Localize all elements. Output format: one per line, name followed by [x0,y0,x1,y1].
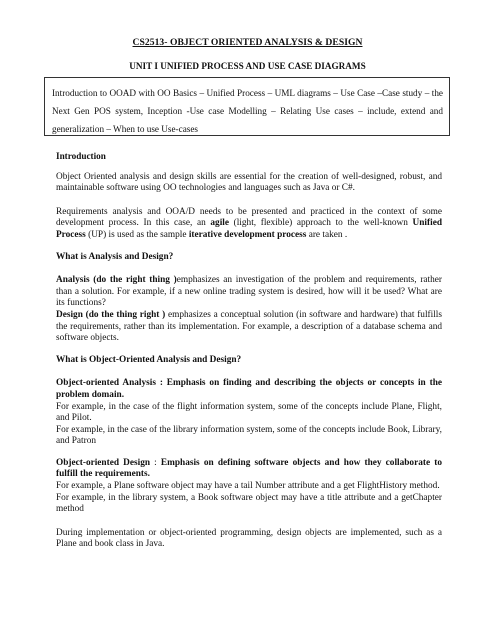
implementation-paragraph: During implementation or object-oriented programming, design objects are implemented, such as a Plane and book class in Java. [56,527,442,550]
ooa-example-2: For example, in the case of the library information system, some of the concepts include Book, Library, and Patron [56,424,442,447]
analysis-paragraph: Analysis (do the right thing )emphasizes an investigation of the problem and requirements, rather than a solution. For example, if a new online trading system is desired, how will it be used? What are its functions? [56,275,442,309]
unit-title: UNIT I UNIFIED PROCESS AND USE CASE DIAGRAMS [129,61,366,71]
ood-example-1: For example, a Plane software object may have a tail Number attribute and a get FlightHistory method. [56,481,440,492]
ood-heading: Object-oriented Design : Emphasis on defining software objects and how they collaborate to fulfill the requirements. [56,457,442,480]
introduction-heading: Introduction [56,151,106,161]
ooad-heading: What is Object-Oriented Analysis and Design? [56,354,242,365]
intro-paragraph-2: Requirements analysis and OOA/D needs to be presented and practiced in the context of some development process. In this case, an agile (light, flexible) approach to the well-known Unified Process (UP) is used as the sample iterative development process are taken . [56,206,442,240]
course-title: CS2513- OBJECT ORIENTED ANALYSIS & DESIGN [132,37,363,48]
ooa-heading: Object-oriented Analysis : Emphasis on finding and describing the objects or concepts in the problem domain. [56,378,442,400]
ood-example-2: For example, in the library system, a Book software object may have a title attribute and a getChapter method [56,492,442,515]
syllabus-box: Introduction to OOAD with OO Basics – Unified Process – UML diagrams – Use Case –Case study – the Next Gen POS system, Inception -Use case Modelling – Relating Use cases – include, extend and generalization – When to use Use-cases [44,77,450,136]
intro-paragraph-1: Object Oriented analysis and design skills are essential for the creation of well-designed, robust, and maintainable software using OO technologies and languages such as Java or C#. [56,171,442,194]
ooa-example-1: For example, in the case of the flight information system, some of the concepts include Plane, Flight, and Pilot. [56,401,442,424]
analysis-design-heading: What is Analysis and Design? [56,251,174,262]
document-body [56,151,442,551]
design-paragraph: Design (do the thing right ) emphasizes a conceptual solution (in software and hardware) that fulfills the requirements, rather than its implementation. For example, a description of a database schema and software objects. [56,309,442,344]
